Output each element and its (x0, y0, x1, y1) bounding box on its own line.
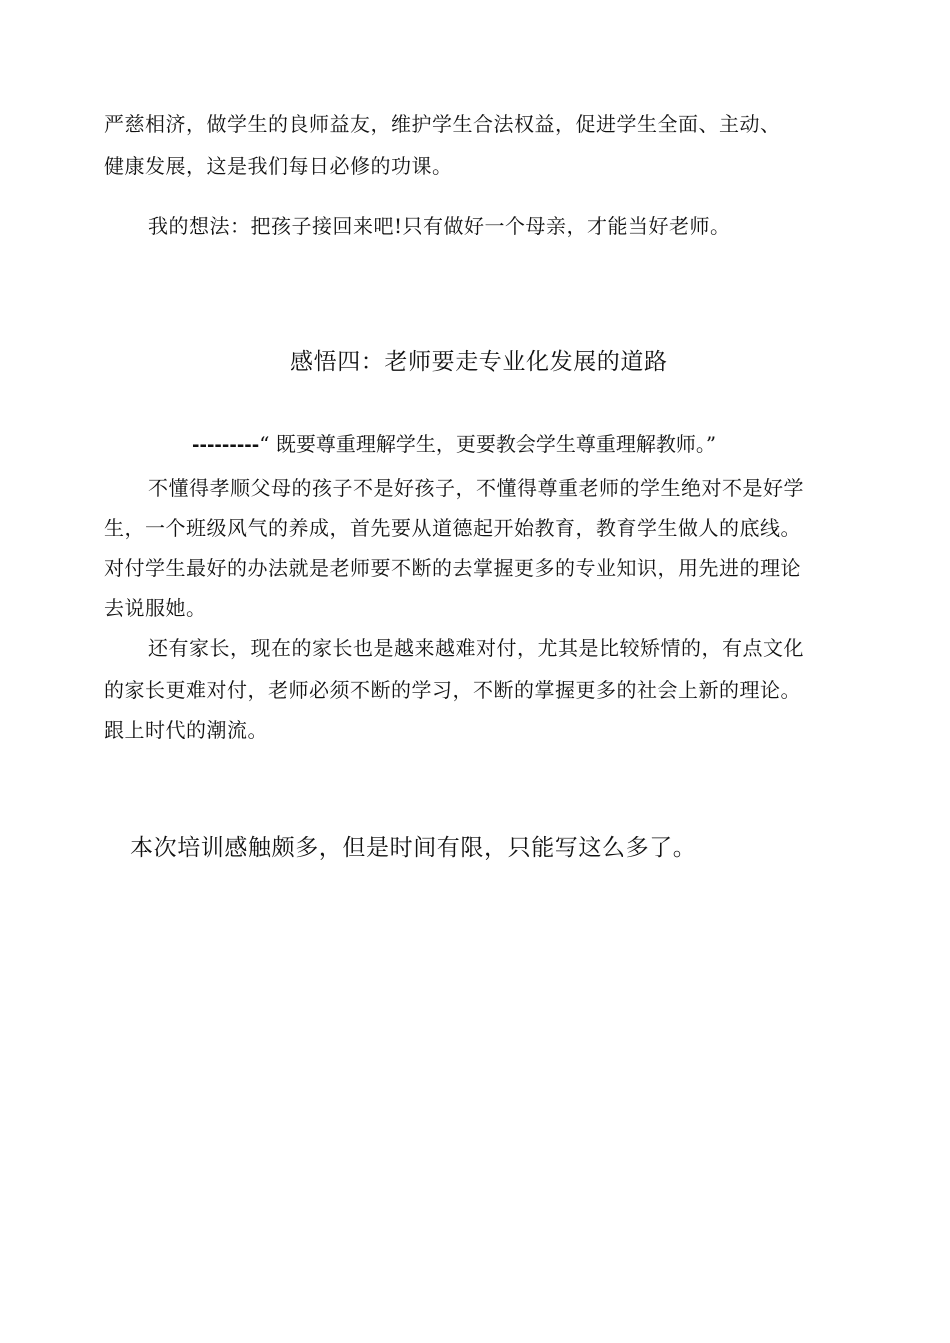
paragraph-line: 的家长更难对付，老师必须不断的学习，不断的掌握更多的社会上新的理论。 (104, 678, 801, 702)
quote-text: “ 既要尊重理解学生，更要教会学生尊重理解教师。” (259, 432, 717, 456)
paragraph-line: 跟上时代的潮流。 (104, 718, 268, 742)
closing-sentence: 本次培训感触颇多，但是时间有限，只能写这么多了。 (130, 835, 697, 861)
paragraph-line: 去说服她。 (104, 596, 207, 620)
paragraph-line: 对付学生最好的办法就是老师要不断的去掌握更多的专业知识，用先进的理论 (104, 556, 801, 580)
section-quote (192, 430, 716, 460)
paragraph-line: 不懂得孝顺父母的孩子不是好孩子，不懂得尊重老师的学生绝对不是好学 (148, 476, 804, 500)
paragraph-line: 还有家长，现在的家长也是越来越难对付，尤其是比较矫情的，有点文化 (148, 636, 804, 660)
paragraph-line: 生，一个班级风气的养成，首先要从道德起开始教育，教育学生做人的底线。 (104, 516, 801, 540)
section-heading: 感悟四：老师要走专业化发展的道路 (290, 349, 668, 375)
paragraph-line: 严慈相济，做学生的良师益友，维护学生合法权益，促进学生全面、主动、 (104, 112, 781, 136)
quote-dashes: --------- (192, 435, 260, 456)
paragraph-line: 健康发展，这是我们每日必修的功课。 (104, 154, 453, 178)
paragraph-line: 我的想法：把孩子接回来吧!只有做好一个母亲，才能当好老师。 (148, 214, 731, 238)
